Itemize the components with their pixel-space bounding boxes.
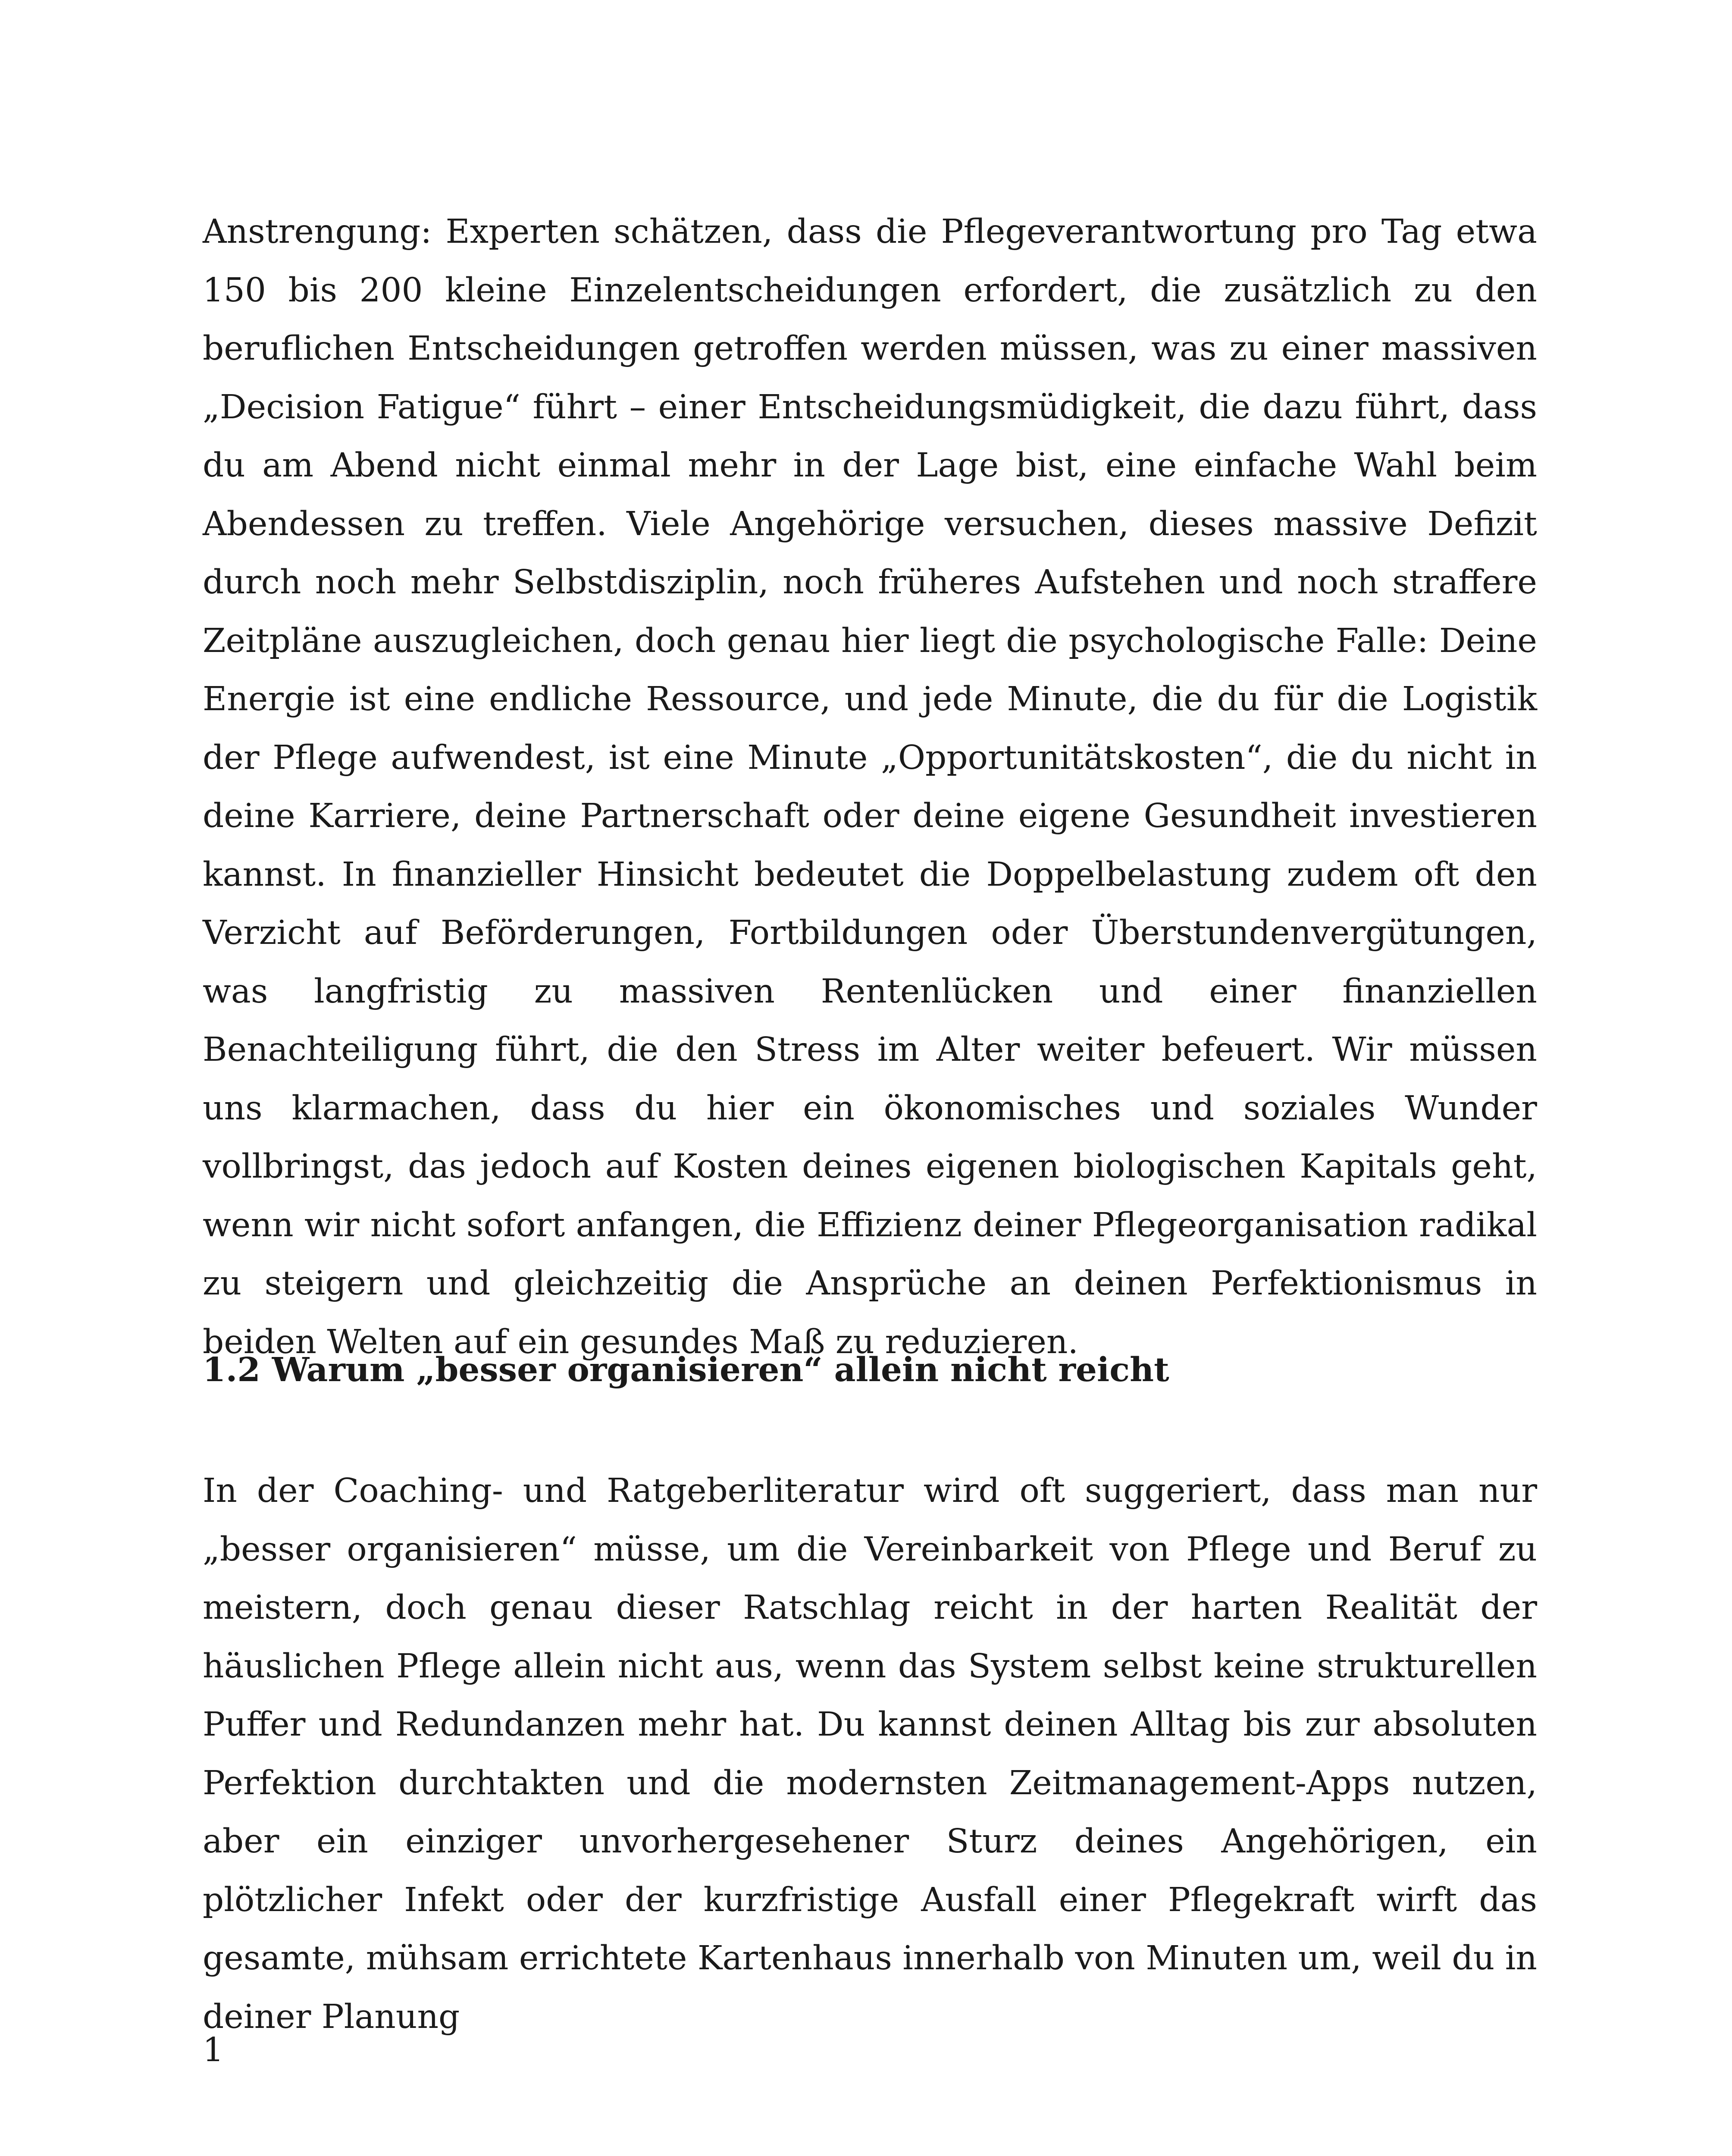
body-paragraph-1: Anstrengung: Experten schätzen, dass die Pflegeverantwortung pro Tag etwa 150 bis 200 kleine Einzelentscheidungen erfordert, die zusätzlich zu den beruflichen Entscheidungen getroffen werden müssen, was zu einer massiven „Decision Fatigue“ führt – einer Entscheidungsmüdigkeit, die dazu führt, dass du am Abend nicht einmal mehr in der Lage bist, eine einfache Wahl beim Abendessen zu treffen. Viele Angehörige versuchen, dieses massive Defizit durch noch mehr Selbstdisziplin, noch früheres Aufstehen und noch straffere Zeitpläne auszugleichen, doch genau hier liegt die psychologische Falle: Deine Energie ist eine endliche Ressource, und jede Minute, die du für die Logistik der Pflege aufwendest, ist eine Minute „Opportunitätskosten“, die du nicht in deine Karriere, deine Partnerschaft oder deine eigene Gesundheit investieren kannst. In finanzieller Hinsicht bedeutet die Doppelbelastung zudem oft den Verzicht auf Beförderungen, Fortbildungen oder Überstundenvergütungen, was langfristig zu massiven Rentenlücken und einer finanziellen Benachteiligung führt, die den Stress im Alter weiter befeuert. Wir müssen uns klarmachen, dass du hier ein ökonomisches und soziales Wunder vollbringst, das jedoch auf Kosten deines eigenen biologischen Kapitals geht, wenn wir nicht sofort anfangen, die Effizienz deiner Pflegeorganisation radikal zu steigern und gleichzeitig die Ansprüche an deinen Perfektionismus in beiden Welten auf ein gesundes Maß zu reduzieren. bbox=[203, 213, 1537, 1361]
body-paragraph-2: In der Coaching- und Ratgeberliteratur wird oft suggeriert, dass man nur „besser organisieren“ müsse, um die Vereinbarkeit von Pflege und Beruf zu meistern, doch genau dieser Ratschlag reicht in der harten Realität der häuslichen Pflege allein nicht aus, wenn das System selbst keine strukturellen Puffer und Redundanzen mehr hat. Du kannst deinen Alltag bis zur absoluten Perfektion durchtakten und die modernsten Zeitmanagement-Apps nutzen, aber ein einziger unvorhergesehener Sturz deines Angehörigen, ein plötzlicher Infekt oder der kurzfristige Ausfall einer Pflegekraft wirft das gesamte, mühsam errichtete Kartenhaus innerhalb von Minuten um, weil du in deiner Planung bbox=[203, 1472, 1537, 2036]
page-number: 1 bbox=[203, 2031, 224, 2069]
section-heading: 1.2 Warum „besser organisieren“ allein nicht reicht bbox=[203, 1351, 1169, 1389]
